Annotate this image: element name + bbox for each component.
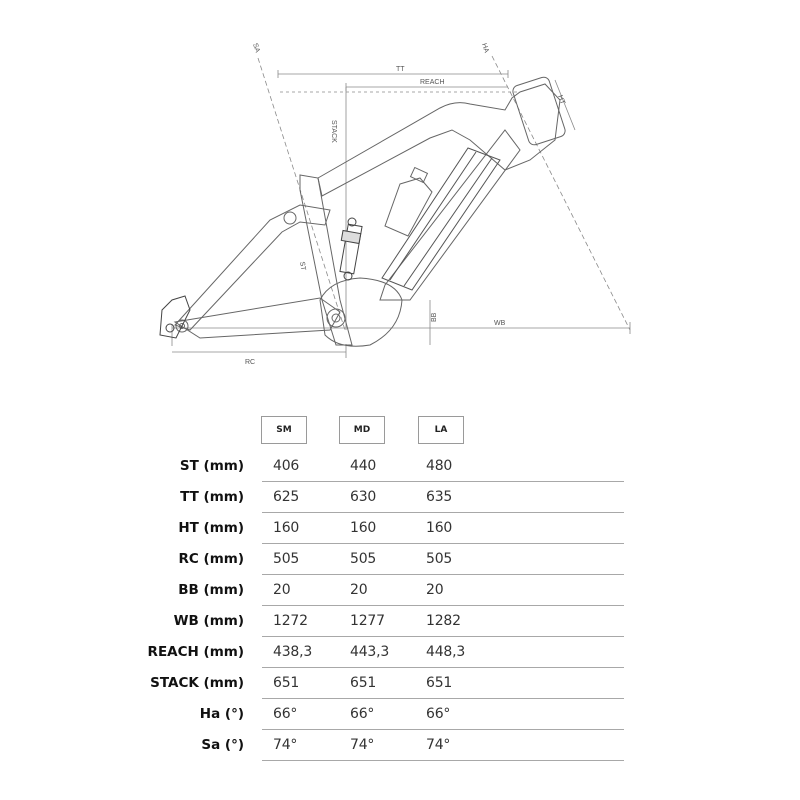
sa-label: SA (251, 42, 261, 54)
table-row (0, 575, 800, 606)
table-row (0, 451, 800, 482)
rear-shock (340, 218, 362, 280)
table-row (0, 699, 800, 730)
cell-la: 651 (426, 675, 453, 691)
ha-label: HA (480, 42, 490, 54)
cell-sm: 651 (273, 675, 300, 691)
size-header-la: LA (418, 416, 464, 444)
cell-sm: 505 (273, 551, 300, 567)
reach-label: REACH (420, 79, 445, 86)
water-bottle (385, 168, 432, 236)
seat-angle-guide (258, 58, 345, 330)
tt-label: TT (396, 66, 405, 73)
table-row (0, 482, 800, 513)
seat-tube (300, 175, 352, 345)
cell-md: 630 (350, 489, 377, 505)
row-label: RC (mm) (178, 551, 244, 567)
battery (382, 148, 500, 290)
chain-stay (175, 298, 340, 338)
motor-housing (320, 278, 402, 346)
rear-dropout (160, 296, 190, 338)
cell-la: 505 (426, 551, 453, 567)
cell-md: 20 (350, 582, 368, 598)
cell-md: 440 (350, 458, 377, 474)
top-tube (318, 84, 560, 196)
row-label: ST (mm) (179, 458, 244, 474)
cell-la: 160 (426, 520, 453, 536)
cell-sm: 20 (273, 582, 291, 598)
cell-sm: 625 (273, 489, 300, 505)
ht-dimension-line (555, 80, 575, 130)
wb-label: WB (494, 320, 506, 327)
cell-la: 635 (426, 489, 453, 505)
size-header-md: MD (339, 416, 385, 444)
size-header-sm: SM (261, 416, 307, 444)
row-label: REACH (mm) (147, 644, 244, 660)
cell-sm: 74° (273, 737, 298, 753)
cell-md: 505 (350, 551, 377, 567)
cell-md: 160 (350, 520, 377, 536)
cell-la: 480 (426, 458, 453, 474)
cell-la: 448,3 (426, 644, 466, 660)
cell-md: 74° (350, 737, 375, 753)
row-label: WB (mm) (173, 613, 244, 629)
down-tube (380, 130, 520, 300)
row-label: Ha (°) (199, 706, 244, 722)
cell-md: 1277 (350, 613, 385, 629)
table-row (0, 544, 800, 575)
cell-sm: 406 (273, 458, 300, 474)
stack-label: STACK (330, 120, 337, 143)
cell-sm: 438,3 (273, 644, 313, 660)
ht-label: HT (556, 94, 566, 106)
table-row (0, 730, 800, 761)
cell-la: 66° (426, 706, 451, 722)
bb-label: BB (431, 312, 438, 322)
cell-la: 1282 (426, 613, 461, 629)
row-label: Sa (°) (201, 737, 244, 753)
cell-md: 443,3 (350, 644, 390, 660)
row-label: BB (mm) (178, 582, 244, 598)
cell-sm: 66° (273, 706, 298, 722)
cell-la: 74° (426, 737, 451, 753)
row-divider (262, 760, 624, 761)
cell-sm: 1272 (273, 613, 308, 629)
row-label: STACK (mm) (150, 675, 244, 691)
frame-geometry-diagram (0, 0, 800, 380)
table-row (0, 637, 800, 668)
cell-la: 20 (426, 582, 444, 598)
st-label: ST (298, 261, 307, 272)
table-row (0, 668, 800, 699)
rc-label: RC (245, 359, 256, 366)
cell-md: 66° (350, 706, 375, 722)
table-row (0, 513, 800, 544)
cell-md: 651 (350, 675, 377, 691)
row-label: HT (mm) (178, 520, 244, 536)
row-label: TT (mm) (180, 489, 244, 505)
cell-sm: 160 (273, 520, 300, 536)
table-row (0, 606, 800, 637)
